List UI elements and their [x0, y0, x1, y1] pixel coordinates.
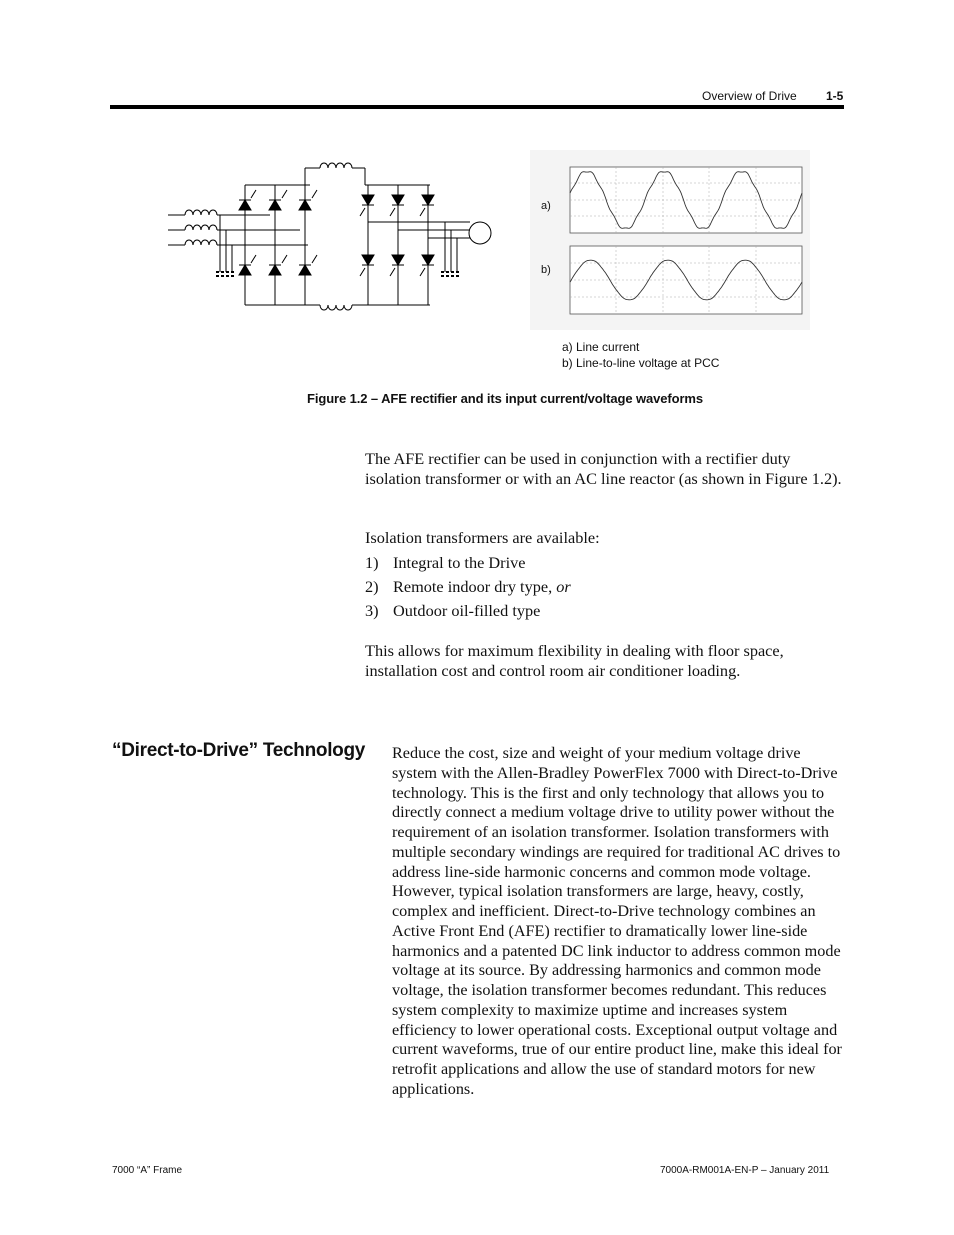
input-waveform-plots [530, 150, 810, 330]
list-item [365, 601, 540, 621]
legend-line-current: a) Line current [562, 340, 640, 354]
list-item [365, 577, 571, 597]
flexibility-paragraph: This allows for maximum flexibility in dealing with floor space, installation cost and control room air conditioner loading. [365, 641, 784, 680]
dc-link-inductor [305, 163, 365, 310]
inverter-bridge [360, 185, 470, 305]
footer-publication-id: 7000A-RM001A-EN-P – January 2011 [660, 1165, 830, 1176]
motor-symbol [469, 222, 491, 244]
list-item-text: Integral to the Drive [393, 553, 526, 572]
footer-product-name: 7000 “A” Frame [112, 1165, 183, 1176]
list-item-number: 3) [365, 601, 379, 620]
plot-a-label: a) [541, 200, 551, 212]
list-item [365, 553, 525, 573]
list-item-text: Outdoor oil-filled type [393, 601, 541, 620]
list-item-number: 1) [365, 553, 379, 572]
page-number: 1-5 [826, 89, 844, 103]
intro-paragraph: The AFE rectifier can be used in conjunction with a rectifier duty isolation transformer or with an AC line reactor (as shown in Figure 1.2). [365, 449, 842, 488]
header-rule [110, 105, 844, 109]
running-header-title: Overview of Drive [702, 89, 797, 103]
list-item-text: Remote indoor dry type, [393, 577, 557, 596]
plot-b-label: b) [541, 264, 551, 276]
list-item-number: 2) [365, 577, 379, 596]
legend-line-voltage: b) Line-to-line voltage at PCC [562, 356, 720, 370]
line-voltage-plot [570, 246, 802, 314]
line-current-plot [570, 167, 802, 233]
figure-caption: Figure 1.2 – AFE rectifier and its input current/voltage waveforms [307, 391, 704, 406]
transformer-list-intro: Isolation transformers are available: [365, 528, 600, 547]
afe-rectifier-circuit-diagram [160, 150, 500, 320]
input-line-reactor [168, 210, 308, 245]
section-body-paragraph: Reduce the cost, size and weight of your medium voltage drive system with the Allen-Bradley PowerFlex 7000 with Direct-to-Drive technology. This is the first and only technology that allows you to directly connect a medium voltage drive to utility power without the requirement of an isolation transformer. Isolation transformers with multiple secondary windings are required for traditional AC drives to address line-side harmonic concerns and common mode voltage. However, typical isolation transformers are large, heavy, costly, complex and inefficient. Direct-to-Drive technology combines an Active Front End (AFE) rectifier to dramatically lower line-side harmonics and a patented DC link inductor to address common mode voltage at its source. By addressing harmonics and common mode voltage, the isolation transformer becomes redundant. This reduces system complexity to maximize uptime and increases system efficiency to lower operational costs. Exceptional output voltage and current waveforms, true of our entire product line, make this ideal for retrofit applications and allow the use of standard motors for new applications. [392, 744, 842, 1098]
list-item-emphasis: or [556, 577, 571, 596]
section-heading: “Direct-to-Drive” Technology [112, 740, 366, 761]
